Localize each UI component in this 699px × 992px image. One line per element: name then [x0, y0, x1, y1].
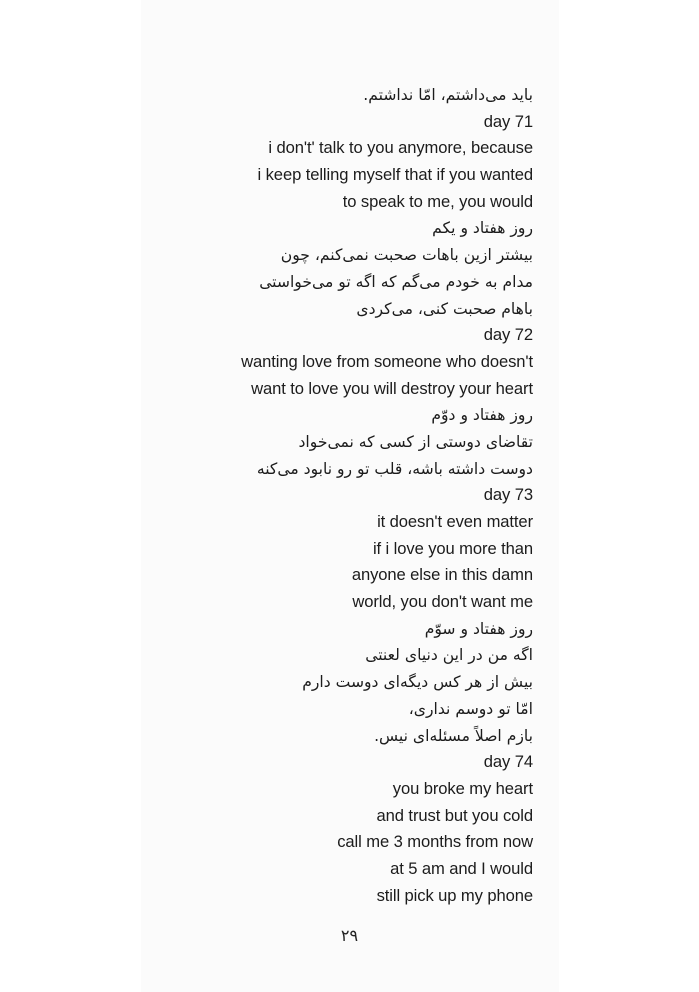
persian-text-line: باهام صحبت کنی، می‌کردی [356, 299, 533, 318]
persian-text-line: باید می‌داشتم، امّا نداشتم. [363, 86, 533, 104]
poem-text-block [113, 82, 533, 909]
persian-text-line: روز هفتاد و سوّم [424, 619, 533, 638]
english-text-line: still pick up my phone [376, 885, 533, 905]
english-text-line: if i love you more than [372, 538, 533, 558]
english-text-line: world, you don't want me [352, 592, 533, 612]
persian-text-line: مدام به خودم می‌گم که اگه تو می‌خواستی [259, 272, 533, 291]
english-text-line: i keep telling myself that if you wanted [257, 165, 533, 185]
persian-text-line: امّا تو دوسم نداری، [408, 699, 533, 718]
english-text-line: and trust but you cold [376, 805, 533, 825]
english-text-line: day 74 [483, 752, 533, 772]
persian-text-line: روز هفتاد و یکم [432, 219, 533, 238]
english-text-line: wanting love from someone who doesn't [241, 351, 533, 371]
persian-text-line: اگه من در این دنیای لعنتی [365, 646, 533, 665]
persian-text-line: دوست داشته باشه، قلب تو رو نابود می‌کنه [256, 459, 533, 478]
persian-text-line: بیش از هر کس دیگه‌ای دوست دارم [302, 673, 533, 692]
persian-text-line: بیشتر ازین باهات صحبت نمی‌کنم، چون [280, 246, 533, 265]
english-text-line: want to love you will destroy your heart [251, 378, 533, 398]
english-text-line: anyone else in this damn [351, 565, 533, 585]
english-text-line: i don't' talk to you anymore, because [268, 138, 533, 158]
english-text-line: day 71 [483, 111, 533, 131]
english-text-line: day 73 [483, 485, 533, 505]
persian-text-line: روز هفتاد و دوّم [431, 406, 533, 425]
english-text-line: day 72 [483, 325, 533, 345]
english-text-line: at 5 am and I would [390, 858, 533, 878]
english-text-line: call me 3 months from now [337, 832, 533, 852]
english-text-line: you broke my heart [392, 778, 533, 798]
english-text-line: it doesn't even matter [377, 512, 533, 531]
persian-text-line: تقاضای دوستی از کسی که نمی‌خواد [298, 432, 533, 451]
page-number: ۲۹ [340, 926, 359, 945]
persian-text-line: بازم اصلاً مسئله‌ای نیس. [374, 726, 533, 745]
english-text-line: to speak to me, you would [342, 191, 533, 211]
